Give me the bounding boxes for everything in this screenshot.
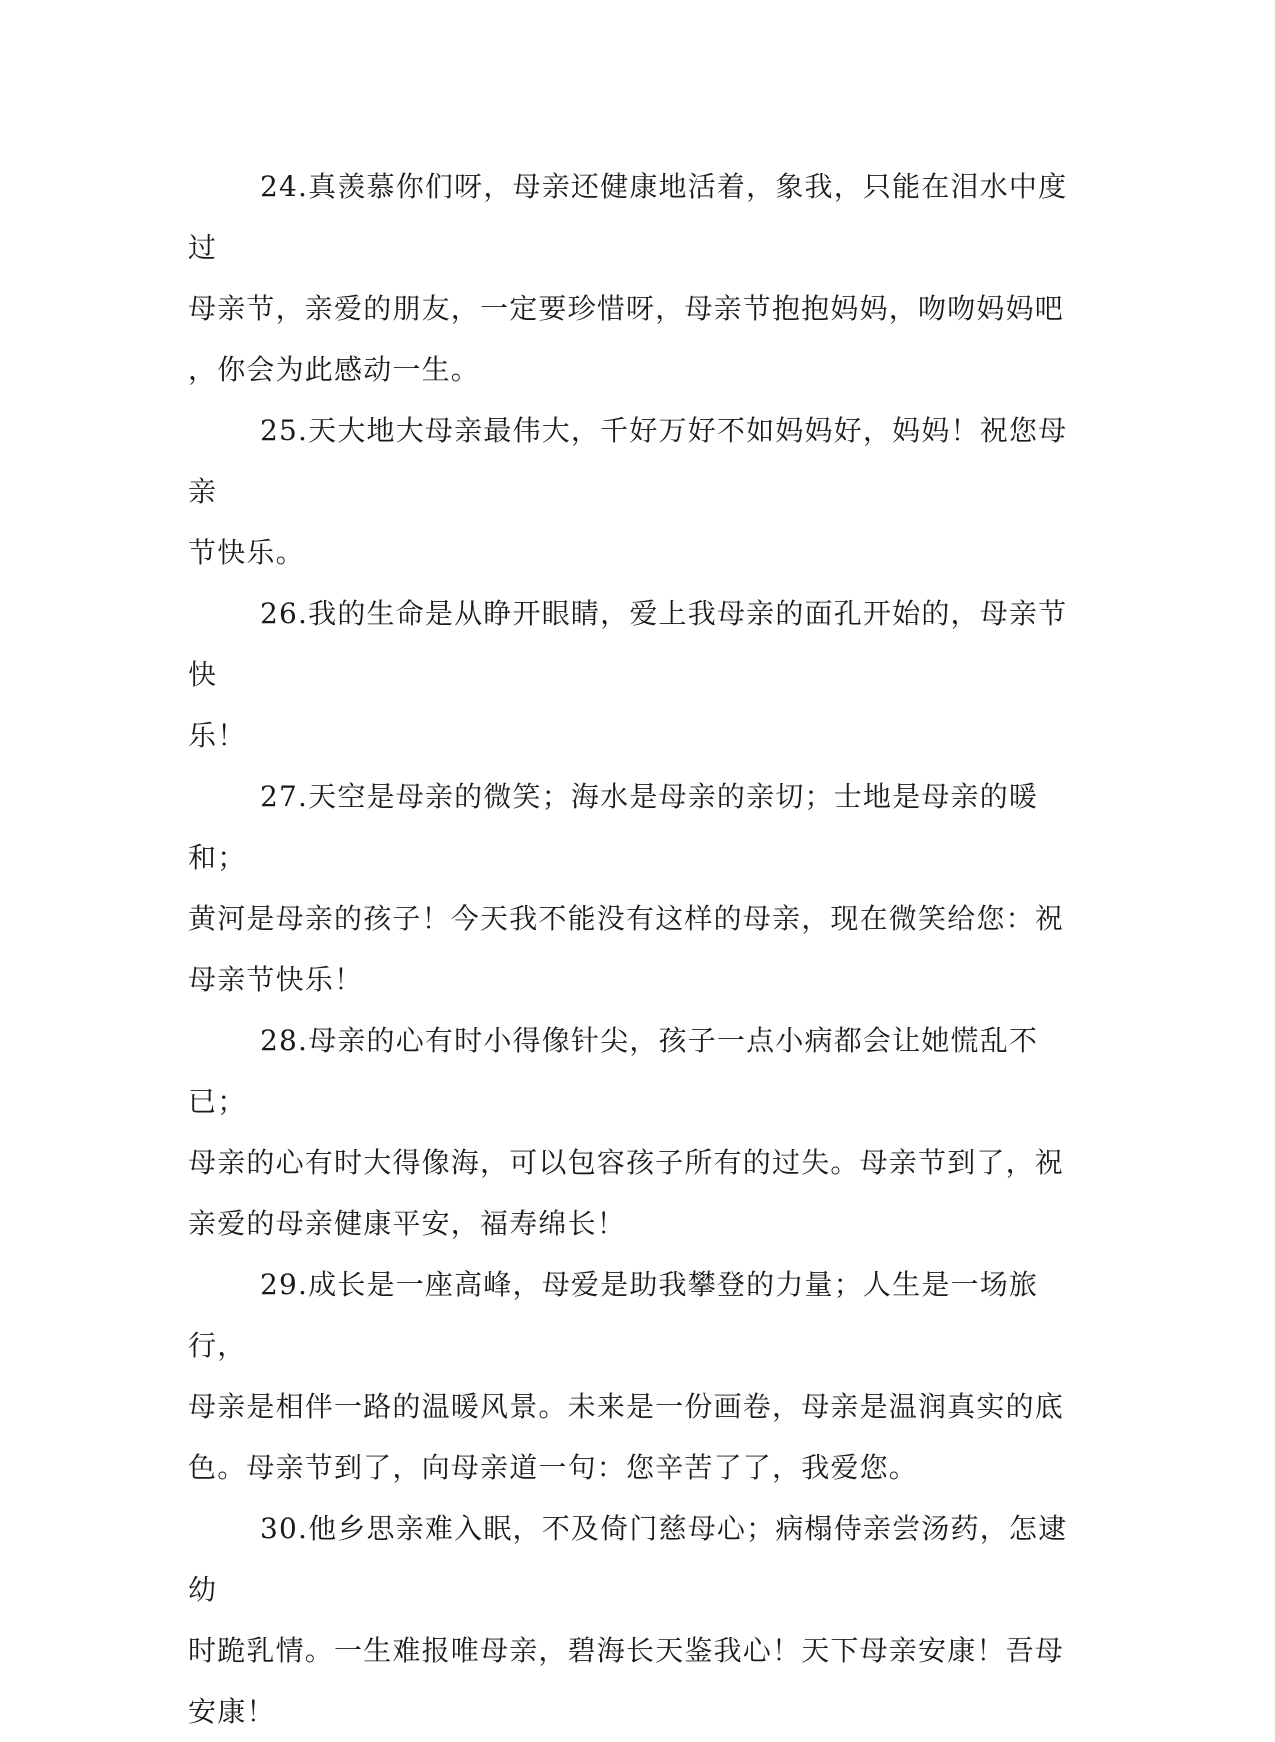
paragraph-28: 28.母亲的心有时小得像针尖，孩子一点小病都会让她慌乱不已； 母亲的心有时大得像海，可以包容孩子所有的过失。母亲节到了，祝 亲爱的母亲健康平安，福寿绵长！ [188, 1024, 1065, 1240]
paragraph-29: 29.成长是一座高峰，母爱是助我攀登的力量；人生是一场旅行， 母亲是相伴一路的温暖风景。未来是一份画卷，母亲是温润真实的底 色。母亲节到了，向母亲道一句：您辛苦了了，我爱您。 [188, 1268, 1065, 1484]
paragraph-25: 25.天大地大母亲最伟大，千好万好不如妈妈好，妈妈！祝您母亲 节快乐。 [188, 414, 1068, 569]
paragraph-26: 26.我的生命是从睁开眼睛，爱上我母亲的面孔开始的，母亲节快 乐！ [188, 597, 1068, 752]
paragraph-27: 27.天空是母亲的微笑；海水是母亲的亲切；士地是母亲的暖和； 黄河是母亲的孩子！今天我不能没有这样的母亲，现在微笑给您：祝 母亲节快乐！ [188, 780, 1065, 996]
body-text [188, 156, 1088, 1742]
paragraph-24: 24.真羡慕你们呀，母亲还健康地活着，象我，只能在泪水中度过 母亲节，亲爱的朋友，一定要珍惜呀，母亲节抱抱妈妈，吻吻妈妈吧 ，你会为此感动一生。 [188, 170, 1068, 386]
paragraph-30: 30.他乡思亲难入眠，不及倚门慈母心；病榻侍亲尝汤药，怎逮幼 时跪乳情。一生难报唯母亲，碧海长天鉴我心！天下母亲安康！吾母 安康！ [188, 1512, 1068, 1728]
